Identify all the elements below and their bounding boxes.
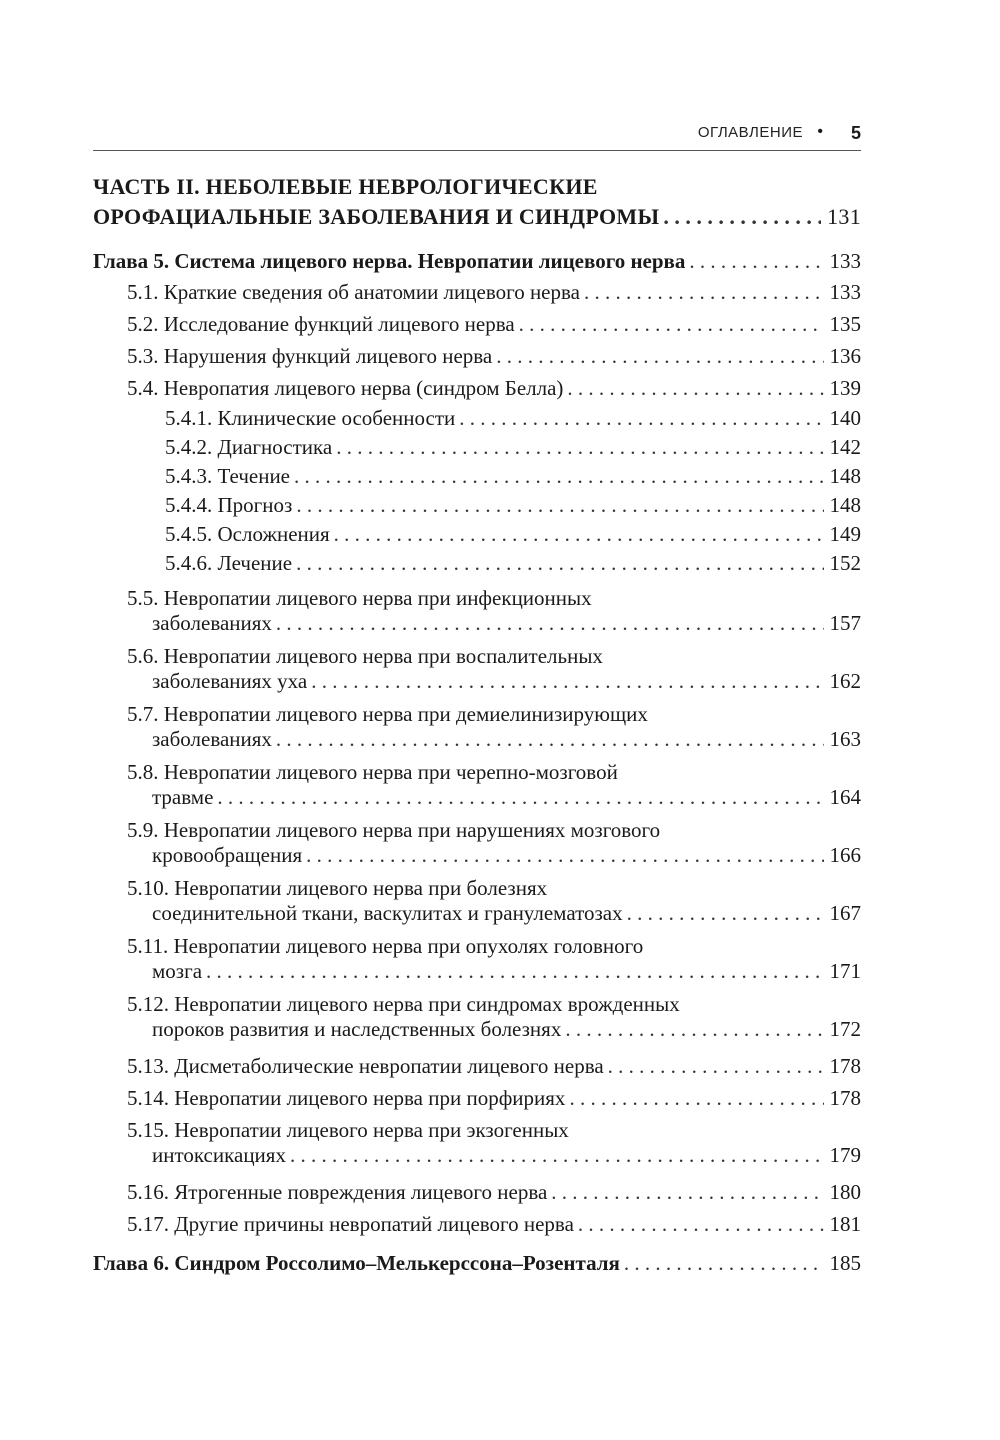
part-title-line2: ОРОФАЦИАЛЬНЫЕ ЗАБОЛЕВАНИЯ И СИНДРОМЫ xyxy=(93,204,660,229)
subsection-title: 5.4.1. Клинические особенности xyxy=(165,406,456,430)
leader-dots xyxy=(624,1248,824,1278)
leader-dots xyxy=(276,611,824,636)
leader-dots xyxy=(294,462,823,491)
toc-section-5-4[interactable] xyxy=(93,372,861,404)
toc-section-5-6[interactable] xyxy=(93,644,861,694)
section-title-line1: 5.7. Невропатии лицевого нерва при демиелинизирующих xyxy=(127,702,648,726)
running-head-title: ОГЛАВЛЕНИЕ xyxy=(697,124,803,141)
leader-dots xyxy=(567,372,823,404)
section-page: 157 xyxy=(829,611,861,635)
leader-dots xyxy=(296,491,823,520)
toc-subsection-5-4-3[interactable] xyxy=(93,462,861,491)
section-page: 163 xyxy=(829,727,861,751)
section-page: 172 xyxy=(829,1017,861,1041)
subsection-title: 5.4.6. Лечение xyxy=(165,551,293,575)
section-page: 171 xyxy=(829,959,861,983)
section-title-line1: 5.12. Невропатии лицевого нерва при синдромах врожденных xyxy=(127,992,680,1016)
section-page: 139 xyxy=(829,376,861,400)
toc-section-5-1[interactable] xyxy=(93,276,861,308)
toc-section-5-9[interactable] xyxy=(93,818,861,868)
section-title: 5.3. Нарушения функций лицевого нерва xyxy=(127,344,493,368)
toc-section-5-15[interactable] xyxy=(93,1118,861,1168)
section-title-line2: травме xyxy=(152,785,214,809)
section-title-line1: 5.11. Невропатии лицевого нерва при опухолях головного xyxy=(127,934,644,958)
toc-section-5-12[interactable] xyxy=(93,992,861,1042)
section-page: 181 xyxy=(829,1212,861,1236)
part-title-line1: ЧАСТЬ II. НЕБОЛЕВЫЕ НЕВРОЛОГИЧЕСКИЕ xyxy=(93,174,598,199)
section-page: 136 xyxy=(829,344,861,368)
subsection-title: 5.4.2. Диагностика xyxy=(165,435,333,459)
section-title-line2: заболеваниях уха xyxy=(152,669,308,693)
leader-dots xyxy=(311,669,823,694)
section-title-line1: 5.15. Невропатии лицевого нерва при экзогенных xyxy=(127,1118,569,1142)
leader-dots xyxy=(608,1050,824,1082)
section-title: 5.2. Исследование функций лицевого нерва xyxy=(127,312,515,336)
toc-section-5-5[interactable] xyxy=(93,586,861,636)
toc-section-5-13[interactable] xyxy=(93,1050,861,1082)
chapter-title: Глава 6. Синдром Россолимо–Мелькерссона–Розенталя xyxy=(93,1251,620,1275)
leader-dots xyxy=(663,202,821,232)
toc-chapter-5[interactable] xyxy=(93,246,861,276)
section-title-line1: 5.8. Невропатии лицевого нерва при черепно-мозговой xyxy=(127,760,618,784)
leader-dots xyxy=(578,1208,824,1240)
subsection-page: 142 xyxy=(829,435,861,459)
section-title: 5.14. Невропатии лицевого нерва при порфириях xyxy=(127,1086,566,1110)
toc-subsection-5-4-6[interactable] xyxy=(93,549,861,578)
chapter-page: 185 xyxy=(829,1251,861,1275)
subsection-page: 148 xyxy=(829,493,861,517)
subsection-page: 148 xyxy=(829,464,861,488)
leader-dots xyxy=(551,1176,823,1208)
leader-dots xyxy=(290,1143,824,1168)
section-title: 5.4. Невропатия лицевого нерва (синдром Белла) xyxy=(127,376,564,400)
section-title-line2: заболеваниях xyxy=(152,727,272,751)
leader-dots xyxy=(217,785,823,810)
section-title-line1: 5.10. Невропатии лицевого нерва при болезнях xyxy=(127,876,548,900)
leader-dots xyxy=(584,276,824,308)
toc-section-5-17[interactable] xyxy=(93,1208,861,1240)
subsection-title: 5.4.3. Течение xyxy=(165,464,291,488)
toc-section-5-7[interactable] xyxy=(93,702,861,752)
leader-dots xyxy=(569,1082,823,1114)
section-title-line1: 5.5. Невропатии лицевого нерва при инфекционных xyxy=(127,586,592,610)
table-of-contents xyxy=(93,172,861,1278)
leader-dots xyxy=(565,1017,823,1042)
section-title-line2: интоксикациях xyxy=(152,1143,286,1167)
subsection-page: 140 xyxy=(829,406,861,430)
section-page: 178 xyxy=(829,1086,861,1110)
section-title-line2: кровообращения xyxy=(152,843,303,867)
page-number: 5 xyxy=(850,123,861,143)
toc-section-5-8[interactable] xyxy=(93,760,861,810)
chapter-title: Глава 5. Система лицевого нерва. Невропатии лицевого нерва xyxy=(93,249,686,273)
part-page: 131 xyxy=(827,204,861,229)
leader-dots xyxy=(336,433,823,462)
leader-dots xyxy=(206,959,823,984)
section-title-line2: пороков развития и наследственных болезнях xyxy=(152,1017,562,1041)
section-page: 164 xyxy=(829,785,861,809)
toc-section-5-2[interactable] xyxy=(93,308,861,340)
section-title: 5.13. Дисметаболические невропатии лицевого нерва xyxy=(127,1054,604,1078)
chapter-page: 133 xyxy=(829,249,861,273)
section-title-line1: 5.9. Невропатии лицевого нерва при нарушениях мозгового xyxy=(127,818,661,842)
toc-part-2[interactable] xyxy=(93,172,861,232)
toc-section-5-16[interactable] xyxy=(93,1176,861,1208)
section-title-line2: мозга xyxy=(152,959,203,983)
subsection-page: 152 xyxy=(829,551,861,575)
section-page: 179 xyxy=(829,1143,861,1167)
toc-section-5-10[interactable] xyxy=(93,876,861,926)
leader-dots xyxy=(306,843,823,868)
running-head xyxy=(93,124,861,151)
section-title: 5.17. Другие причины невропатий лицевого нерва xyxy=(127,1212,574,1236)
section-title-line1: 5.6. Невропатии лицевого нерва при воспалительных xyxy=(127,644,603,668)
toc-subsection-5-4-1[interactable] xyxy=(93,404,861,433)
toc-section-5-14[interactable] xyxy=(93,1082,861,1114)
toc-section-5-11[interactable] xyxy=(93,934,861,984)
section-page: 180 xyxy=(829,1180,861,1204)
subsection-title: 5.4.4. Прогноз xyxy=(165,493,293,517)
section-page: 178 xyxy=(829,1054,861,1078)
leader-dots xyxy=(496,340,823,372)
section-title: 5.16. Ятрогенные повреждения лицевого нерва xyxy=(127,1180,548,1204)
bullet-icon: • xyxy=(817,123,823,140)
toc-subsection-5-4-5[interactable] xyxy=(93,520,861,549)
leader-dots xyxy=(627,901,824,926)
section-title-line2: соединительной ткани, васкулитах и гранулематозах xyxy=(152,901,623,925)
leader-dots xyxy=(459,404,823,433)
toc-subsection-5-4-2[interactable] xyxy=(93,433,861,462)
leader-dots xyxy=(689,246,823,276)
section-title: 5.1. Краткие сведения об анатомии лицевого нерва xyxy=(127,280,580,304)
leader-dots xyxy=(519,308,824,340)
leader-dots xyxy=(296,549,823,578)
section-page: 162 xyxy=(829,669,861,693)
toc-subsection-5-4-4[interactable] xyxy=(93,491,861,520)
subsection-page: 149 xyxy=(829,522,861,546)
leader-dots xyxy=(334,520,824,549)
section-page: 133 xyxy=(829,280,861,304)
leader-dots xyxy=(276,727,824,752)
section-title-line2: заболеваниях xyxy=(152,611,272,635)
section-page: 167 xyxy=(829,901,861,925)
subsection-title: 5.4.5. Осложнения xyxy=(165,522,330,546)
toc-chapter-6[interactable] xyxy=(93,1248,861,1278)
toc-section-5-3[interactable] xyxy=(93,340,861,372)
section-page: 135 xyxy=(829,312,861,336)
section-page: 166 xyxy=(829,843,861,867)
